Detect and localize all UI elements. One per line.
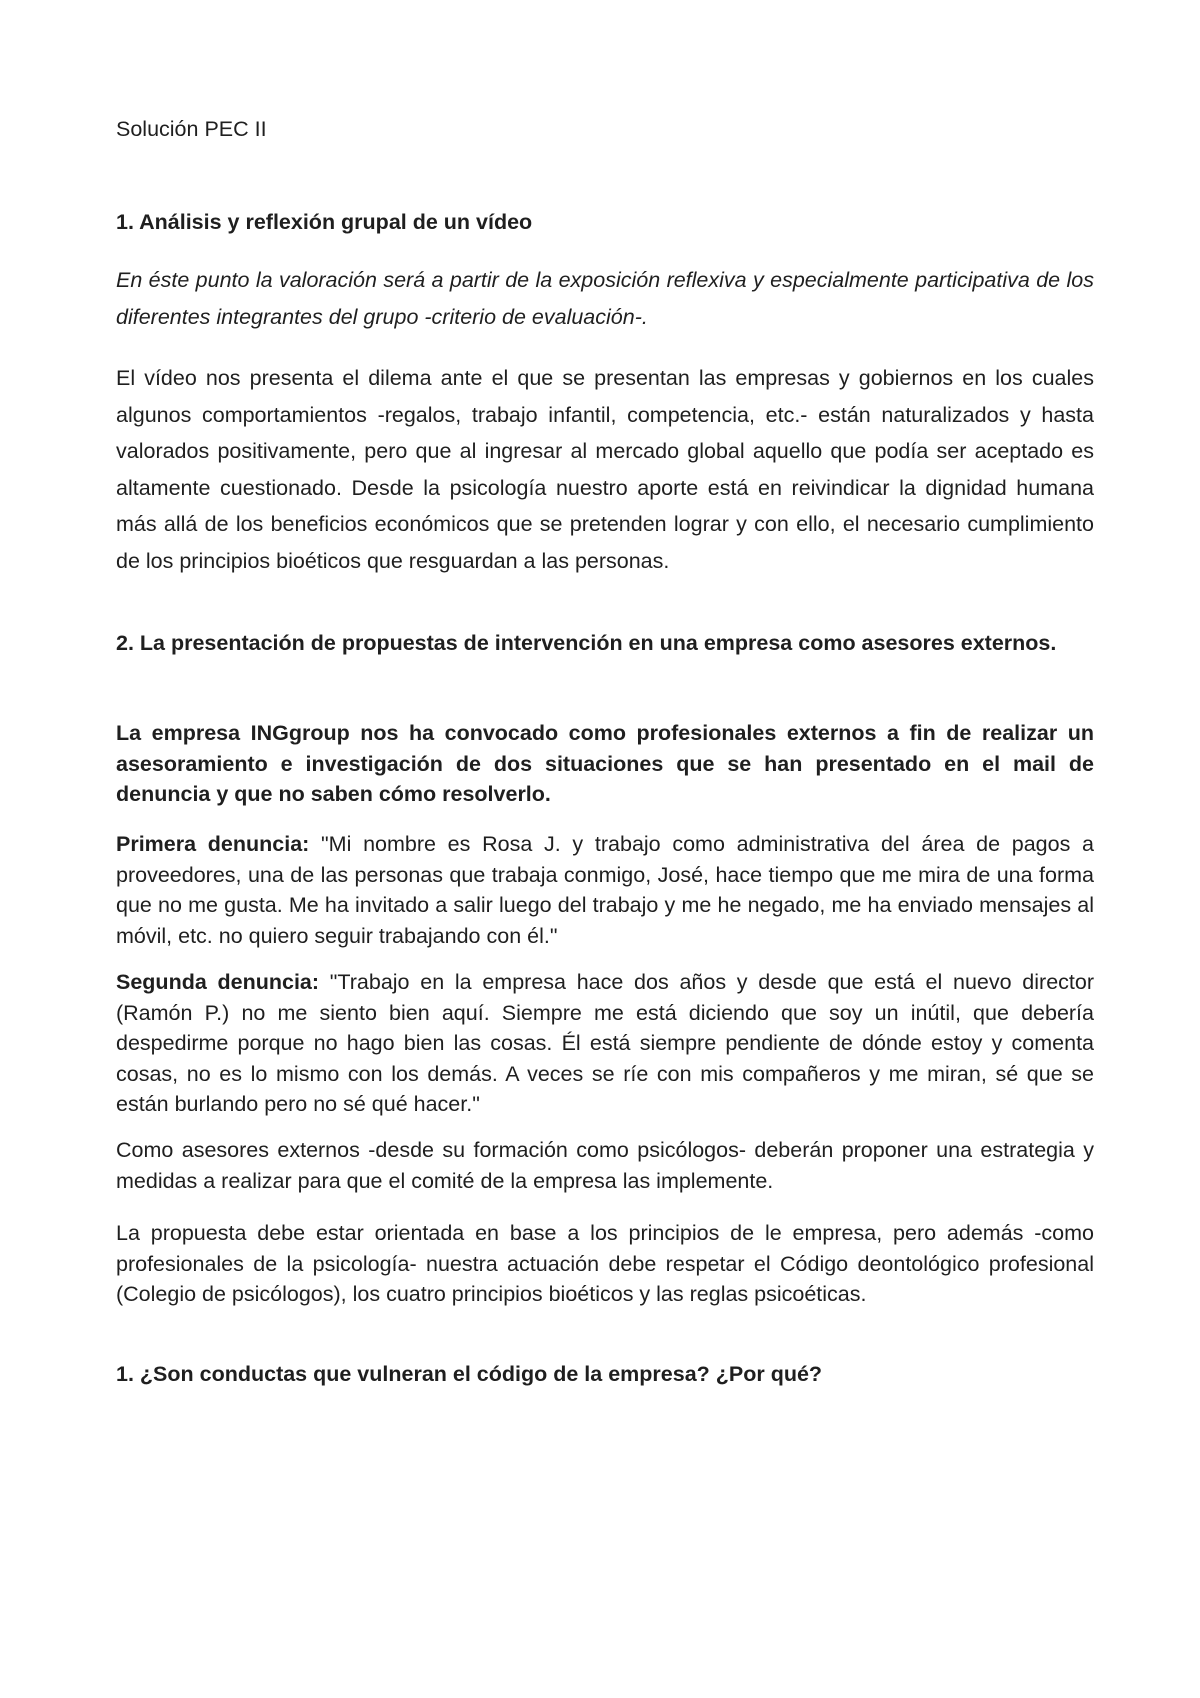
section-1-heading: 1. Análisis y reflexión grupal de un vídeo: [116, 210, 533, 234]
proposal-paragraph: La propuesta debe estar orientada en base a los principios de le empresa, pero además -como profesionales de la psicología- nuestra actuación debe respetar el Código deontológico profesional (Colegio de psicólogos), los cuatro principios bioéticos y las reglas psicoéticas.: [116, 1221, 1094, 1306]
question-1: 1. ¿Son conductas que vulneran el código de la empresa? ¿Por qué?: [116, 1362, 823, 1386]
complaint-2-text: "Trabajo en la empresa hace dos años y desde que está el nuevo director (Ramón P.) no me siento bien aquí. Siempre me está diciendo que soy un inútil, que debería despedirme porque no hago bien las cosas. Él está siempre pendiente de dónde estoy y comenta cosas, no es lo mismo con los demás. A veces se ríe con mis compañeros y me miran, sé que se están burlando pero no sé qué hacer.": [116, 970, 1094, 1116]
section-1-italic-note: En éste punto la valoración será a partir de la exposición reflexiva y especialmente participativa de los diferentes integrantes del grupo -criterio de evaluación-.: [116, 268, 1094, 329]
section-1-body: El vídeo nos presenta el dilema ante el que se presentan las empresas y gobiernos en los cuales algunos comportamientos -regalos, trabajo infantil, competencia, etc.- están naturalizados y hasta valorados positivamente, pero que al ingresar al mercado global aquello que podía ser aceptado es altamente cuestionado. Desde la psicología nuestro aporte está en reivindicar la dignidad humana más allá de los beneficios económicos que se pretenden lograr y con ello, el necesario cumplimiento de los principios bioéticos que resguardan a las personas.: [116, 366, 1094, 573]
advisors-paragraph: Como asesores externos -desde su formación como psicólogos- deberán proponer una estrategia y medidas a realizar para que el comité de la empresa las implemente.: [116, 1138, 1094, 1193]
complaint-2-label: Segunda denuncia:: [116, 970, 320, 994]
document-title: Solución PEC II: [116, 117, 267, 141]
complaint-2-paragraph: [116, 967, 1094, 1120]
section-2-heading: 2. La presentación de propuestas de intervención en una empresa como asesores externos.: [116, 631, 1057, 655]
complaint-1-text: "Mi nombre es Rosa J. y trabajo como administrativa del área de pagos a proveedores, una de las personas que trabaja conmigo, José, hace tiempo que me mira de una forma que no me gusta. Me ha invitado a salir luego del trabajo y me he negado, me ha enviado mensajes al móvil, etc. no quiero seguir trabajando con él.": [116, 832, 1094, 948]
complaint-1-paragraph: [116, 829, 1094, 951]
complaint-1-label: Primera denuncia:: [116, 832, 310, 856]
section-2-intro: La empresa INGgroup nos ha convocado como profesionales externos a fin de realizar un asesoramiento e investigación de dos situaciones que se han presentado en el mail de denuncia y que no saben cómo resolverlo.: [116, 721, 1094, 806]
